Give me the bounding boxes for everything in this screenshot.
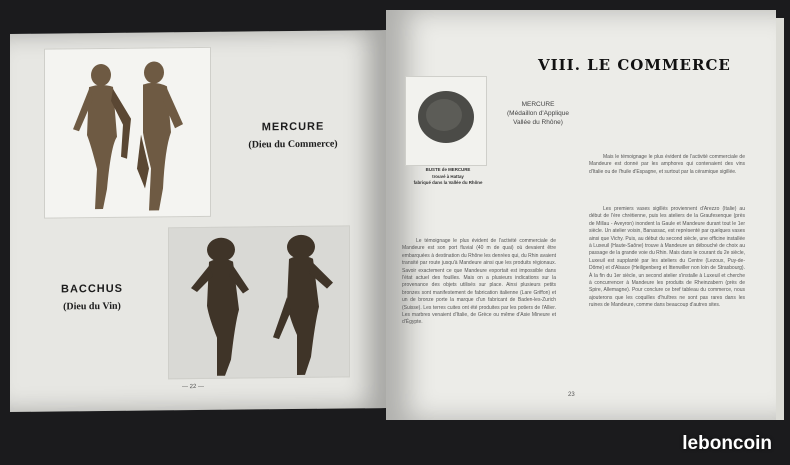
body-paragraph-right-2: Les premiers vases sigillés proviennent d'Arezzo (Italie) au début de l'ère chrétienne, puis les ateliers de la Graufesenque (près de Millau - Aveyron) inondent la Gaule et Mandeure durant tout le 1er siècle. Un atelier voisin, Banassac, est représenté par quelques vases ainsi que Vichy. Puis, au début du second siècle, une officine installée à Luxeuil (Haute-Saône) trouve à Mandeure un débouché de choix au passage de la grande voie du Rhin. Mais dans le courant du 2e siècle, Luxeuil est supplanté par les ateliers du Centre (Lezoux, Puy-de-Dôme) et d'Alsace (Heiligenberg et Ittenwiller non loin de Strasbourg). À la fin du 1er siècle, un second atelier s'installe à Luxeuil et cherche à concurrencer à Mandeure les produits de Rheinzabern (près de Spire, Allemagne). Pour conclure ce bref tableau du commerce, nous ajouterons que les coquilles d'huîtres ne sont pas rares dans les ruines de Mandeure, comme dans beaucoup d'autres sites.: [589, 206, 745, 309]
buste-caption: [410, 167, 486, 187]
mercure-caption-subtitle: (Dieu du Commerce): [248, 138, 338, 151]
bacchus-statue-photo: [168, 225, 350, 379]
body-paragraph-right-1: Mais le témoignage le plus évident de l'activité commerciale de Mandeure est donné par les amphores qui contenaient des vins d'Italie ou de l'huile d'Espagne, et surtout par la céramique sigillée.: [589, 154, 745, 175]
body-paragraph-left: Le témoignage le plus évident de l'activité commerciale de Mandeure est son port fluvial (40 m de quai) où devaient être embarquées à destination du Rhône les denrées qui, du Rhin avaient transité par route jusqu'à Mandeure ainsi que les produits régionaux. Savoir exactement ce que Mandeure exportait est impossible dans l'état actuel des fouilles. Mais on a plusieurs indications sur la provenance des objets utilisés sur place. Ainsi plusieurs petits bronzes sont manifestement de fabrication italienne (Lare Griffon) et un de bronze porte la marque d'un fabricant de Baden-les-Zurich (Suisse). Les terres cuites ont été produites par les potiers de l'Allier. Les marbres venaient d'Italie, de Grèce ou même d'Asie Mineure et d'Égypte.: [402, 238, 556, 326]
bacchus-caption-title: BACCHUS: [61, 282, 123, 296]
right-page-number: 23: [568, 392, 575, 398]
left-page-number: — 22 —: [182, 383, 205, 391]
medallion-image: [406, 77, 486, 165]
mercure-caption-title: MERCURE: [261, 120, 325, 134]
medallion-caption-line2: Vallée du Rhône): [513, 119, 563, 126]
bacchus-caption-subtitle: (Dieu du Vin): [63, 300, 121, 313]
medallion-caption-line1: (Médaillon d'Applique: [507, 110, 569, 117]
buste-caption-line3: fabriqué dans la Vallée du Rhône: [413, 180, 483, 185]
mercure-statue-photo: [44, 47, 211, 219]
mercure-medallion-photo: [405, 76, 487, 166]
mercure-caption: [218, 120, 368, 151]
mercure-statue-figures: [45, 48, 210, 218]
chapter-title: VIII. LE COMMERCE: [538, 56, 731, 74]
bacchus-caption: [32, 282, 152, 312]
bacchus-statue-figures: [169, 226, 349, 378]
left-page: [10, 30, 386, 412]
buste-caption-line1: BUSTE de MERCURE: [425, 167, 471, 172]
medallion-caption: [488, 100, 588, 127]
medallion-caption-title: MERCURE: [521, 101, 555, 108]
buste-caption-line2: trouvé à Hattay: [432, 173, 464, 179]
leboncoin-watermark: leboncoin: [682, 433, 772, 454]
